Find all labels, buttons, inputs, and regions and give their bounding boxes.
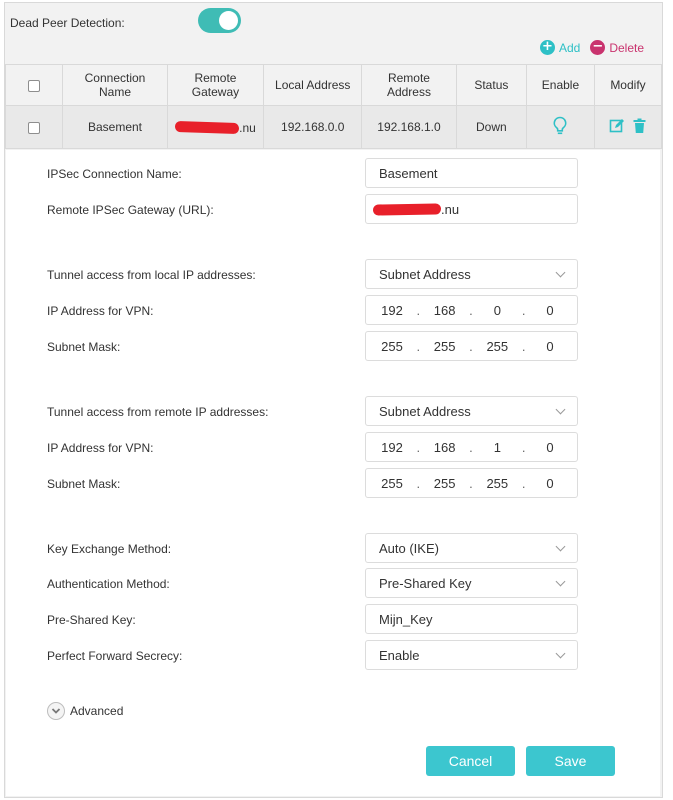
trash-icon[interactable] [633, 118, 646, 137]
chevron-down-icon [556, 267, 566, 277]
remote-mask-label: Subnet Mask: [47, 477, 121, 491]
row-enable [526, 106, 594, 149]
remote-mask-input[interactable] [365, 468, 578, 498]
lightbulb-icon[interactable] [552, 116, 568, 139]
ip-dot: . [521, 475, 526, 491]
add-label: Add [558, 40, 581, 55]
ip-octet-2[interactable]: 168 [433, 439, 456, 455]
local-ip-label: IP Address for VPN: [47, 304, 154, 318]
row-connection-name: Basement [63, 106, 167, 149]
header-local-address: Local Address [264, 65, 362, 106]
ip-octet-3[interactable]: 1 [493, 439, 501, 455]
select-all-checkbox[interactable] [28, 80, 40, 92]
gateway-input-suffix: .nu [441, 201, 460, 217]
dpd-label: Dead Peer Detection: [10, 16, 125, 30]
toggle-knob [219, 11, 238, 30]
ip-dot: . [521, 338, 526, 354]
table-actions [540, 40, 644, 55]
plus-icon: + [540, 40, 555, 55]
minus-icon: − [590, 40, 605, 55]
pfs-label: Perfect Forward Secrecy: [47, 649, 183, 663]
ip-octet-3[interactable]: 0 [493, 302, 501, 318]
conn-name-input[interactable] [365, 158, 578, 188]
row-modify [594, 106, 661, 149]
chevron-down-icon [556, 576, 566, 586]
auth-method-label: Authentication Method: [47, 577, 170, 591]
ip-dot: . [469, 338, 473, 354]
ip-octet-4[interactable]: 0 [546, 439, 554, 455]
auth-method-value: Pre-Shared Key [379, 575, 472, 591]
dpd-toggle[interactable] [198, 8, 241, 33]
add-button[interactable] [540, 40, 580, 55]
chevron-down-circle-icon [47, 702, 65, 720]
mask-octet-3[interactable]: 255 [486, 338, 509, 354]
psk-label: Pre-Shared Key: [47, 613, 136, 627]
mask-octet-1[interactable]: 255 [381, 475, 403, 491]
key-exchange-label: Key Exchange Method: [47, 542, 172, 556]
mask-octet-1[interactable]: 255 [381, 338, 403, 354]
ip-dot: . [469, 302, 473, 318]
ip-dot: . [416, 338, 421, 354]
ip-octet-4[interactable]: 0 [546, 302, 554, 318]
delete-label: Delete [609, 40, 644, 55]
key-exchange-select[interactable] [365, 533, 578, 563]
cancel-button[interactable]: Cancel [426, 746, 515, 776]
modify-actions [599, 118, 657, 137]
ip-dot: . [416, 475, 421, 491]
conn-name-value: Basement [379, 165, 438, 181]
remote-access-select[interactable] [365, 396, 578, 426]
header-connection-name: Connection Name [63, 65, 167, 106]
ip-octet-2[interactable]: 168 [433, 302, 456, 318]
gateway-suffix: .nu [239, 120, 256, 135]
row-local-address: 192.168.0.0 [264, 106, 362, 149]
header-remote-gateway: Remote Gateway [167, 65, 264, 106]
gateway-label: Remote IPSec Gateway (URL): [47, 203, 214, 217]
redaction-mark [373, 203, 441, 215]
row-checkbox[interactable] [28, 122, 40, 134]
ip-dot: . [521, 439, 526, 455]
ip-octet-1[interactable]: 192 [381, 439, 403, 455]
local-access-value: Subnet Address [379, 266, 471, 282]
conn-name-label: IPSec Connection Name: [47, 167, 182, 181]
connections-table [5, 64, 662, 149]
mask-octet-3[interactable]: 255 [486, 475, 509, 491]
table-row [6, 106, 662, 149]
header-remote-address: Remote Address [362, 65, 457, 106]
edit-panel [6, 150, 660, 796]
mask-octet-2[interactable]: 255 [433, 338, 456, 354]
mask-octet-4[interactable]: 0 [546, 338, 554, 354]
header-modify: Modify [594, 65, 661, 106]
chevron-down-icon [556, 541, 566, 551]
remote-ip-input[interactable] [365, 432, 578, 462]
pfs-select[interactable] [365, 640, 578, 670]
table-header-row [6, 65, 662, 106]
ip-dot: . [469, 475, 473, 491]
local-access-select[interactable] [365, 259, 578, 289]
redaction-mark [175, 121, 239, 134]
ip-octet-1[interactable]: 192 [381, 302, 403, 318]
remote-access-value: Subnet Address [379, 403, 471, 419]
row-remote-address: 192.168.1.0 [362, 106, 457, 149]
key-exchange-value: Auto (IKE) [379, 540, 439, 556]
ip-dot: . [469, 439, 473, 455]
local-mask-label: Subnet Mask: [47, 340, 121, 354]
row-status: Down [456, 106, 526, 149]
chevron-down-icon [556, 648, 566, 658]
delete-button[interactable] [590, 40, 644, 55]
local-mask-input[interactable] [365, 331, 578, 361]
local-ip-input[interactable] [365, 295, 578, 325]
auth-method-select[interactable] [365, 568, 578, 598]
local-access-label: Tunnel access from local IP addresses: [47, 268, 256, 282]
advanced-toggle[interactable] [47, 702, 123, 720]
ip-dot: . [416, 302, 421, 318]
gateway-input[interactable] [365, 194, 578, 224]
remote-access-label: Tunnel access from remote IP addresses: [47, 405, 269, 419]
remote-ip-label: IP Address for VPN: [47, 441, 154, 455]
chevron-down-icon [556, 404, 566, 414]
mask-octet-4[interactable]: 0 [546, 475, 554, 491]
edit-icon[interactable] [609, 118, 625, 137]
row-select-cell [6, 106, 63, 149]
header-select-all [6, 65, 63, 106]
advanced-label: Advanced [70, 704, 124, 718]
psk-input[interactable] [365, 604, 578, 634]
pfs-value: Enable [379, 647, 420, 663]
psk-value: Mijn_Key [379, 611, 433, 627]
header-enable: Enable [526, 65, 594, 106]
ip-dot: . [521, 302, 526, 318]
header-status: Status [456, 65, 526, 106]
row-remote-gateway [167, 106, 264, 149]
ip-dot: . [416, 439, 421, 455]
save-button[interactable]: Save [526, 746, 615, 776]
mask-octet-2[interactable]: 255 [433, 475, 456, 491]
